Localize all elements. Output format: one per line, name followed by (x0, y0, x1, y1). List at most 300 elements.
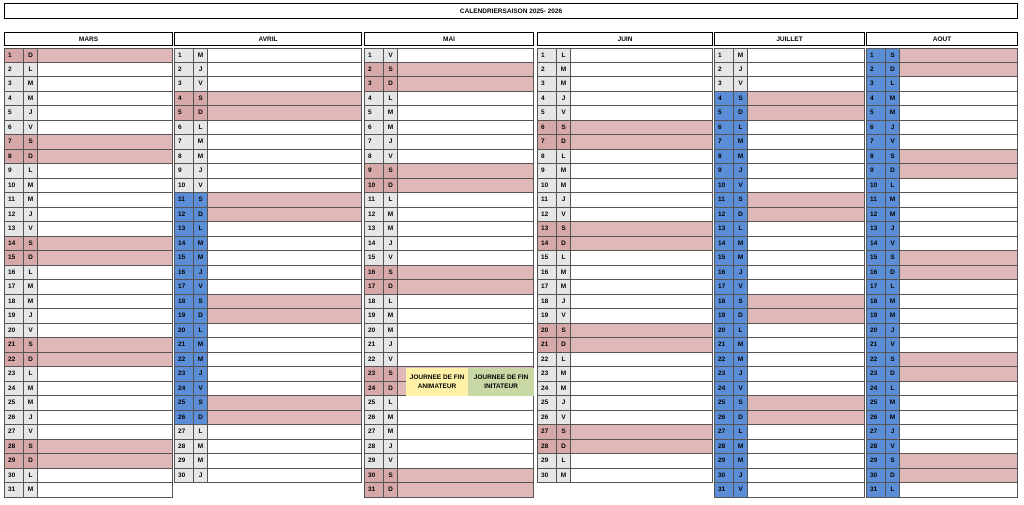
day-note (38, 396, 173, 411)
day-note (571, 222, 713, 237)
day-row (866, 483, 1018, 498)
day-row (364, 353, 534, 368)
day-number: 14 (537, 237, 557, 252)
weekday-letter: M (557, 382, 571, 397)
day-note (208, 106, 362, 121)
day-row (714, 309, 865, 324)
day-row (537, 338, 713, 353)
weekday-letter: S (557, 324, 571, 339)
day-row (537, 63, 713, 78)
day-number: 29 (174, 454, 194, 469)
day-note (900, 150, 1018, 165)
day-row (866, 48, 1018, 63)
day-row (174, 121, 362, 136)
weekday-letter: L (24, 469, 38, 484)
day-note (38, 324, 173, 339)
day-row (4, 324, 173, 339)
day-note (38, 121, 173, 136)
day-row (714, 396, 865, 411)
day-number: 23 (714, 367, 734, 382)
day-note (38, 367, 173, 382)
day-number: 12 (866, 208, 886, 223)
day-number: 4 (537, 92, 557, 107)
weekday-letter: M (384, 309, 398, 324)
day-number: 21 (714, 338, 734, 353)
weekday-letter: D (557, 440, 571, 455)
weekday-letter: L (886, 382, 900, 397)
day-number: 28 (4, 440, 24, 455)
day-note (748, 367, 865, 382)
day-row (364, 411, 534, 426)
weekday-letter: M (734, 150, 748, 165)
day-note (208, 237, 362, 252)
weekday-letter: M (194, 353, 208, 368)
weekday-letter: M (557, 63, 571, 78)
day-number: 14 (174, 237, 194, 252)
day-row (364, 222, 534, 237)
day-row (714, 280, 865, 295)
day-number: 22 (714, 353, 734, 368)
day-note (398, 208, 534, 223)
day-number: 7 (364, 135, 384, 150)
day-note (398, 469, 534, 484)
weekday-letter: S (886, 150, 900, 165)
day-note (571, 353, 713, 368)
day-row (4, 411, 173, 426)
day-number: 8 (4, 150, 24, 165)
day-note (900, 121, 1018, 136)
day-number: 13 (714, 222, 734, 237)
weekday-letter: D (886, 367, 900, 382)
day-note (571, 135, 713, 150)
day-number: 31 (714, 483, 734, 498)
day-row (537, 135, 713, 150)
weekday-letter: M (557, 367, 571, 382)
day-row (714, 382, 865, 397)
weekday-letter: M (24, 295, 38, 310)
weekday-letter: L (24, 164, 38, 179)
day-row (866, 280, 1018, 295)
day-row (174, 266, 362, 281)
day-note (398, 396, 534, 411)
weekday-letter: V (194, 280, 208, 295)
day-number: 6 (364, 121, 384, 136)
day-number: 24 (4, 382, 24, 397)
day-note (900, 469, 1018, 484)
day-row (364, 48, 534, 63)
day-row (4, 135, 173, 150)
weekday-letter: V (384, 251, 398, 266)
weekday-letter: M (384, 106, 398, 121)
weekday-letter: S (24, 440, 38, 455)
weekday-letter: J (557, 92, 571, 107)
day-number: 6 (537, 121, 557, 136)
weekday-letter: S (384, 469, 398, 484)
day-note (900, 411, 1018, 426)
weekday-letter: M (384, 208, 398, 223)
day-note (398, 309, 534, 324)
day-note (208, 280, 362, 295)
day-note (208, 150, 362, 165)
day-row (4, 63, 173, 78)
weekday-letter: J (194, 63, 208, 78)
day-note (571, 193, 713, 208)
day-row (174, 411, 362, 426)
weekday-letter: J (734, 63, 748, 78)
day-number: 29 (4, 454, 24, 469)
day-row (4, 483, 173, 498)
day-number: 1 (537, 48, 557, 63)
weekday-letter: L (384, 193, 398, 208)
day-row (866, 295, 1018, 310)
day-number: 8 (174, 150, 194, 165)
day-row (4, 353, 173, 368)
day-number: 12 (537, 208, 557, 223)
weekday-letter: J (384, 338, 398, 353)
day-row (537, 396, 713, 411)
day-row (866, 251, 1018, 266)
day-number: 27 (714, 425, 734, 440)
event-fin-initateur: JOURNEE DE FIN INITATEUR (468, 368, 534, 396)
day-note (571, 179, 713, 194)
weekday-letter: J (734, 266, 748, 281)
day-number: 14 (364, 237, 384, 252)
weekday-letter: L (734, 222, 748, 237)
weekday-letter: D (24, 48, 38, 63)
day-row (714, 121, 865, 136)
day-note (748, 237, 865, 252)
day-number: 17 (174, 280, 194, 295)
day-note (38, 382, 173, 397)
day-number: 4 (364, 92, 384, 107)
month-header: MARS (4, 32, 173, 46)
weekday-letter: V (886, 440, 900, 455)
day-row (364, 208, 534, 223)
day-number: 7 (174, 135, 194, 150)
day-number: 16 (364, 266, 384, 281)
day-note (900, 193, 1018, 208)
day-row (4, 193, 173, 208)
day-row (714, 179, 865, 194)
weekday-letter: L (24, 266, 38, 281)
day-number: 28 (866, 440, 886, 455)
day-row (537, 77, 713, 92)
weekday-letter: V (734, 179, 748, 194)
day-row (364, 440, 534, 455)
weekday-letter: M (24, 396, 38, 411)
day-note (571, 266, 713, 281)
day-row (4, 222, 173, 237)
day-note (571, 48, 713, 63)
day-note (900, 164, 1018, 179)
day-note (398, 92, 534, 107)
weekday-letter: M (24, 92, 38, 107)
weekday-letter: J (194, 164, 208, 179)
day-number: 18 (4, 295, 24, 310)
day-number: 12 (364, 208, 384, 223)
weekday-letter: M (384, 222, 398, 237)
calendar-title: CALENDRIERSAISON 2025- 2026 (4, 3, 1018, 19)
day-note (748, 338, 865, 353)
day-number: 11 (364, 193, 384, 208)
day-row (174, 193, 362, 208)
weekday-letter: S (886, 454, 900, 469)
weekday-letter: J (384, 135, 398, 150)
day-row (866, 411, 1018, 426)
weekday-letter: M (557, 77, 571, 92)
weekday-letter: D (557, 338, 571, 353)
day-row (537, 382, 713, 397)
day-note (900, 396, 1018, 411)
day-row (714, 353, 865, 368)
day-note (571, 92, 713, 107)
weekday-letter: J (24, 106, 38, 121)
day-number: 11 (174, 193, 194, 208)
day-row (714, 454, 865, 469)
day-row (866, 222, 1018, 237)
weekday-letter: V (557, 208, 571, 223)
day-number: 22 (364, 353, 384, 368)
day-note (208, 92, 362, 107)
weekday-letter: S (384, 367, 398, 382)
weekday-letter: D (24, 353, 38, 368)
day-row (866, 106, 1018, 121)
weekday-letter: V (557, 411, 571, 426)
day-note (571, 338, 713, 353)
day-row (866, 150, 1018, 165)
weekday-letter: M (194, 338, 208, 353)
day-number: 19 (364, 309, 384, 324)
day-number: 20 (537, 324, 557, 339)
day-number: 19 (714, 309, 734, 324)
day-row (537, 324, 713, 339)
day-number: 10 (714, 179, 734, 194)
day-note (38, 483, 173, 498)
weekday-letter: S (734, 92, 748, 107)
weekday-letter: J (734, 469, 748, 484)
day-note (900, 425, 1018, 440)
day-note (208, 193, 362, 208)
day-row (4, 396, 173, 411)
weekday-letter: M (194, 251, 208, 266)
day-row (364, 193, 534, 208)
day-note (38, 251, 173, 266)
weekday-letter: S (194, 295, 208, 310)
day-note (748, 193, 865, 208)
day-number: 30 (4, 469, 24, 484)
day-row (174, 63, 362, 78)
month-avril (174, 32, 362, 483)
day-row (714, 251, 865, 266)
day-note (38, 193, 173, 208)
day-row (174, 164, 362, 179)
weekday-letter: L (886, 483, 900, 498)
weekday-letter: S (734, 193, 748, 208)
day-number: 22 (537, 353, 557, 368)
day-number: 5 (364, 106, 384, 121)
day-number: 11 (866, 193, 886, 208)
day-number: 2 (364, 63, 384, 78)
day-note (748, 63, 865, 78)
day-row (364, 483, 534, 498)
weekday-letter: V (24, 121, 38, 136)
weekday-letter: M (734, 48, 748, 63)
weekday-letter: J (886, 121, 900, 136)
day-row (714, 324, 865, 339)
day-number: 14 (4, 237, 24, 252)
day-number: 16 (714, 266, 734, 281)
day-number: 8 (866, 150, 886, 165)
day-number: 16 (866, 266, 886, 281)
day-row (174, 382, 362, 397)
day-note (900, 353, 1018, 368)
weekday-letter: D (194, 106, 208, 121)
day-number: 6 (174, 121, 194, 136)
day-row (714, 295, 865, 310)
day-number: 17 (714, 280, 734, 295)
day-row (537, 266, 713, 281)
day-number: 29 (537, 454, 557, 469)
day-number: 1 (364, 48, 384, 63)
day-row (174, 150, 362, 165)
day-row (714, 440, 865, 455)
weekday-letter: D (557, 237, 571, 252)
day-note (571, 208, 713, 223)
day-number: 25 (174, 396, 194, 411)
day-note (398, 135, 534, 150)
day-number: 23 (364, 367, 384, 382)
weekday-letter: L (886, 280, 900, 295)
day-note (398, 295, 534, 310)
day-row (364, 164, 534, 179)
day-note (398, 483, 534, 498)
day-number: 24 (174, 382, 194, 397)
day-note (571, 121, 713, 136)
weekday-letter: J (557, 193, 571, 208)
day-row (537, 106, 713, 121)
weekday-letter: V (384, 48, 398, 63)
day-row (174, 280, 362, 295)
weekday-letter: J (194, 469, 208, 484)
day-number: 1 (866, 48, 886, 63)
weekday-letter: J (194, 266, 208, 281)
day-note (398, 266, 534, 281)
day-row (866, 382, 1018, 397)
day-note (748, 324, 865, 339)
weekday-letter: M (557, 280, 571, 295)
day-note (748, 77, 865, 92)
day-number: 11 (4, 193, 24, 208)
day-number: 5 (537, 106, 557, 121)
day-row (4, 280, 173, 295)
weekday-letter: L (24, 63, 38, 78)
day-number: 26 (174, 411, 194, 426)
day-note (748, 353, 865, 368)
day-row (364, 121, 534, 136)
weekday-letter: L (384, 295, 398, 310)
day-row (364, 338, 534, 353)
day-number: 19 (537, 309, 557, 324)
day-note (748, 483, 865, 498)
day-note (748, 411, 865, 426)
day-number: 26 (537, 411, 557, 426)
weekday-letter: V (734, 280, 748, 295)
weekday-letter: M (384, 411, 398, 426)
day-number: 15 (537, 251, 557, 266)
day-number: 29 (714, 454, 734, 469)
day-note (38, 222, 173, 237)
day-number: 2 (537, 63, 557, 78)
day-note (748, 266, 865, 281)
day-row (537, 48, 713, 63)
weekday-letter: L (194, 222, 208, 237)
day-row (174, 222, 362, 237)
weekday-letter: D (734, 106, 748, 121)
day-number: 20 (4, 324, 24, 339)
day-note (571, 454, 713, 469)
weekday-letter: V (194, 179, 208, 194)
day-note (398, 121, 534, 136)
day-number: 16 (174, 266, 194, 281)
day-note (38, 469, 173, 484)
day-number: 7 (866, 135, 886, 150)
day-number: 27 (174, 425, 194, 440)
day-note (398, 150, 534, 165)
weekday-letter: J (734, 164, 748, 179)
day-note (900, 309, 1018, 324)
day-row (4, 106, 173, 121)
day-note (571, 106, 713, 121)
day-note (398, 48, 534, 63)
weekday-letter: V (557, 309, 571, 324)
day-note (900, 483, 1018, 498)
day-row (174, 92, 362, 107)
day-number: 30 (537, 469, 557, 484)
day-note (208, 440, 362, 455)
day-number: 18 (537, 295, 557, 310)
weekday-letter: D (886, 63, 900, 78)
weekday-letter: J (384, 237, 398, 252)
day-note (398, 164, 534, 179)
day-note (398, 193, 534, 208)
day-row (174, 208, 362, 223)
weekday-letter: V (384, 454, 398, 469)
day-number: 15 (4, 251, 24, 266)
weekday-letter: L (734, 324, 748, 339)
weekday-letter: M (24, 77, 38, 92)
day-number: 1 (174, 48, 194, 63)
day-note (38, 164, 173, 179)
day-number: 13 (537, 222, 557, 237)
day-row (714, 338, 865, 353)
day-row (537, 280, 713, 295)
day-number: 3 (866, 77, 886, 92)
day-note (398, 237, 534, 252)
day-number: 11 (714, 193, 734, 208)
day-note (38, 48, 173, 63)
day-number: 26 (4, 411, 24, 426)
day-note (208, 222, 362, 237)
event-fin-animateur: JOURNEE DE FIN ANIMATEUR (406, 368, 468, 396)
weekday-letter: D (194, 309, 208, 324)
day-number: 30 (364, 469, 384, 484)
weekday-letter: D (384, 280, 398, 295)
weekday-letter: D (384, 77, 398, 92)
weekday-letter: M (734, 237, 748, 252)
day-note (900, 382, 1018, 397)
weekday-letter: V (734, 382, 748, 397)
day-number: 9 (866, 164, 886, 179)
